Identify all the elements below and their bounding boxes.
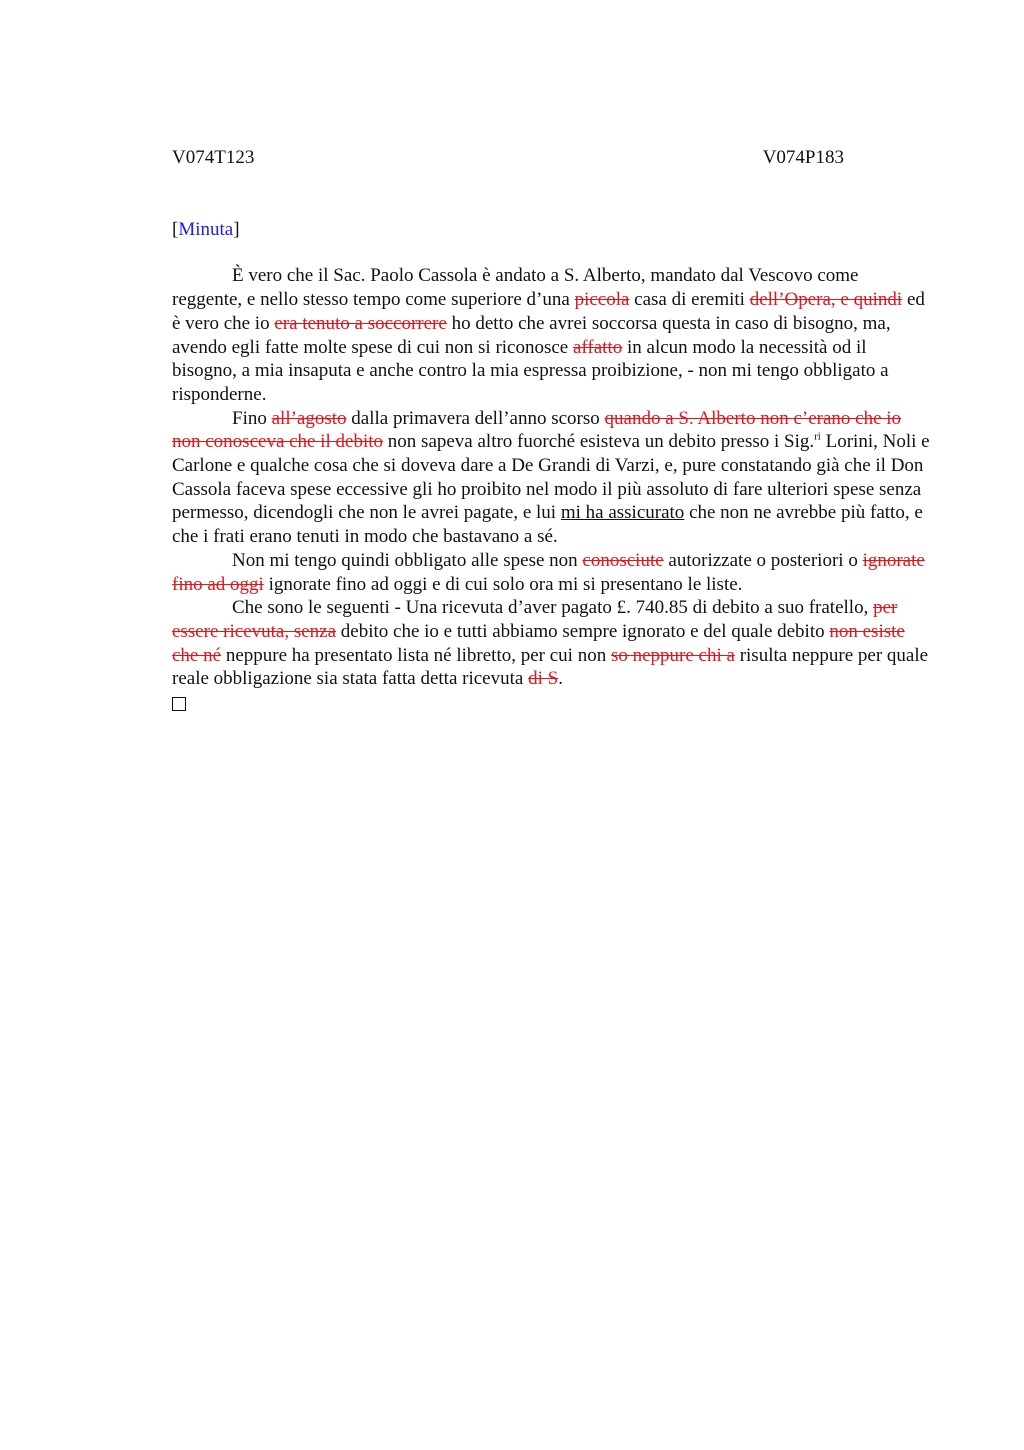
text-segment: ignorate fino ad oggi e di cui solo ora mi si presentano le liste.	[263, 573, 743, 595]
text-segment: non sapeva altro fuorché esisteva un debito presso i Sig.	[383, 431, 815, 453]
text-segment: che non ne avrebbe più fatto, e che i frati erano tenuti in modo che bastavano a sé.	[172, 502, 923, 548]
text-segment: Lorini, Noli e Carlone e qualche cosa che si doveva dare a De Grandi di Varzi, e, pure constatando già che il Don Cassola faceva spese eccessive gli ho proibito nel modo il più assoluto di fare ulteriori spese senza permesso, dicendogli che non le avrei pagate, e lui	[172, 431, 930, 524]
superscript-text: ri	[814, 431, 821, 443]
document-page	[172, 146, 932, 718]
text-segment: Fino	[232, 407, 272, 429]
text-segment: ho detto che avrei soccorsa questa in caso di bisogno, ma, avendo egli fatte molte spese di cui non si riconosce	[172, 312, 891, 358]
right-code: V074P183	[762, 147, 844, 168]
text-segment: autorizzate o posteriori o	[663, 549, 863, 571]
deleted-text: all’agosto	[271, 407, 347, 429]
deleted-text: non esiste che né	[172, 620, 905, 666]
text-segment: debito che io e tutti abbiamo sempre ignorato e del quale debito	[336, 620, 830, 642]
deleted-text: era tenuto a soccorrere	[274, 312, 447, 334]
label-minuta: Minuta	[178, 218, 234, 240]
deleted-text: per essere ricevuta, senza	[172, 597, 898, 642]
paragraph	[172, 264, 932, 406]
text-segment: dalla primavera dell’anno scorso	[346, 407, 605, 429]
text-segment: È vero che il Sac. Paolo Cassola è andato a S. Alberto, mandato dal Vescovo come reggente, e nello stesso tempo come superiore d’una	[172, 265, 859, 311]
paragraph	[172, 549, 932, 596]
deleted-text: quando a S. Alberto non c’erano che io non conosceva che il debito	[172, 407, 902, 453]
document-label	[172, 218, 932, 242]
end-marker	[172, 691, 932, 718]
text-segment: risulta neppure per quale reale obbligazione sia stata fatta detta ricevuta	[172, 644, 929, 690]
deleted-text: so neppure chi a	[610, 644, 735, 666]
text-segment: .	[558, 668, 563, 690]
text-segment: Che sono le seguenti - Una ricevuta d’aver pagato £. 740.85 di debito a suo fratello,	[232, 597, 874, 619]
underlined-text: mi ha assicurato	[560, 502, 685, 524]
label-open-bracket: [	[172, 218, 179, 240]
paragraph	[172, 407, 932, 549]
deleted-text: piccola	[574, 289, 630, 311]
left-code: V074T123	[172, 147, 255, 168]
paragraph	[172, 596, 932, 691]
label-close-bracket: ]	[233, 218, 240, 240]
deleted-text: conosciute	[582, 549, 664, 571]
empty-square-icon	[172, 697, 186, 711]
header-codes	[172, 146, 844, 170]
text-segment: ed è vero che io	[172, 289, 925, 334]
text-segment: Non mi tengo quindi obbligato alle spese non	[232, 549, 583, 571]
document-body	[172, 264, 932, 717]
deleted-text: di S	[528, 668, 559, 690]
deleted-text: affatto	[573, 336, 623, 358]
text-segment: casa di eremiti	[629, 289, 750, 311]
deleted-text: dell’Opera, e quindi	[749, 289, 903, 311]
text-segment: neppure ha presentato lista né libretto, per cui non	[221, 644, 611, 666]
deleted-text: ignorate fino ad oggi	[172, 549, 925, 595]
text-segment: in alcun modo la necessità od il bisogno, a mia insaputa e anche contro la mia espressa proibizione, - non mi tengo obbligato a risponderne.	[172, 336, 889, 405]
